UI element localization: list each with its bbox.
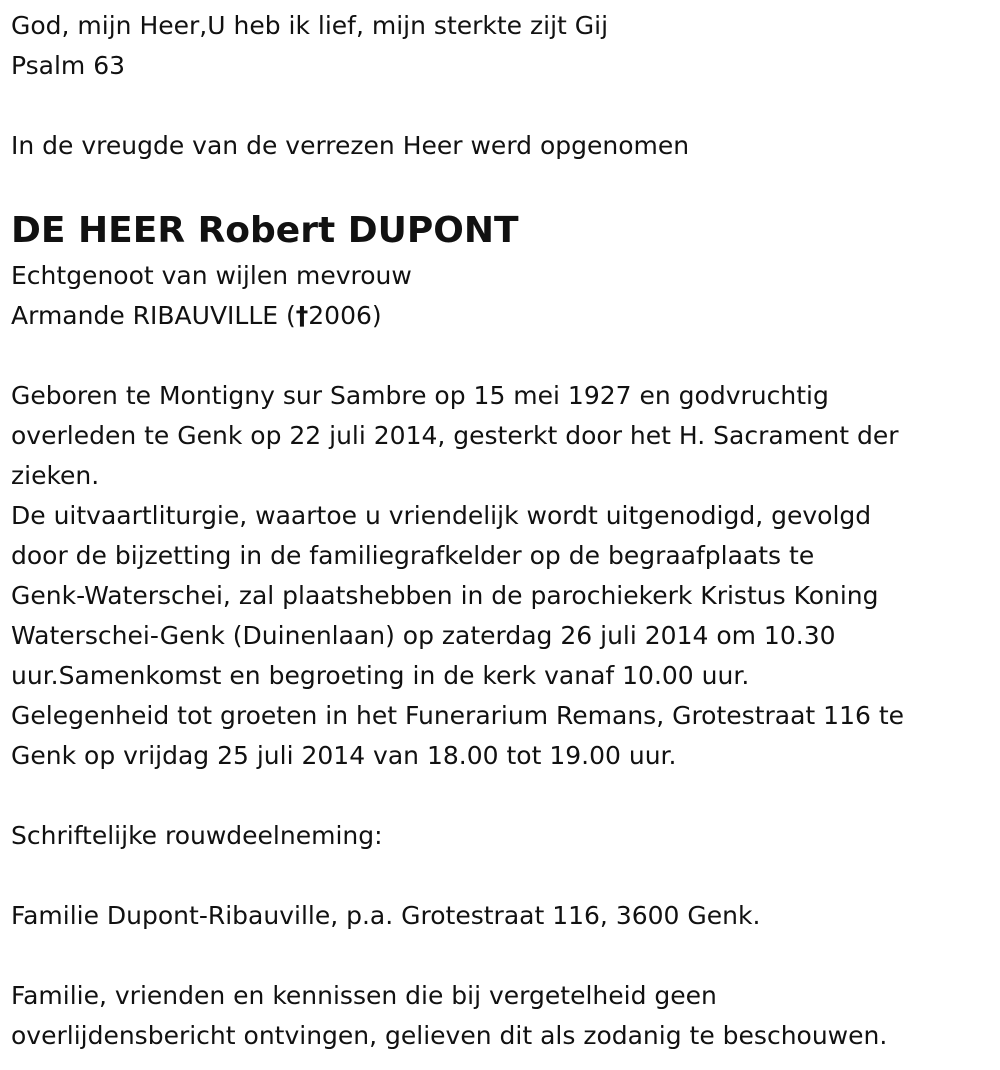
body-line: De uitvaartliturgie, waartoe u vriendelijk wordt uitgenodigd, gevolgd [11, 501, 872, 530]
spouse-name: Armande RIBAUVILLE ( [11, 301, 296, 330]
family-address: Familie Dupont-Ribauville, p.a. Grotestraat 116, 3600 Genk. [11, 901, 761, 930]
spacer [11, 776, 989, 816]
closing-line: Familie, vrienden en kennissen die bij vergetelheid geen [11, 981, 717, 1010]
spacer [11, 856, 989, 896]
body-line: door de bijzetting in de familiegrafkelder op de begraafplaats te [11, 541, 815, 570]
body-line: Genk-Waterschei, zal plaatshebben in de parochiekerk Kristus Koning [11, 581, 879, 610]
spacer [11, 166, 989, 206]
closing-line: overlijdensbericht ontvingen, gelieven dit als zodanig te beschouwen. [11, 1021, 888, 1050]
body-line: uur.Samenkomst en begroeting in de kerk vanaf 10.00 uur. [11, 661, 750, 690]
body-line: overleden te Genk op 22 juli 2014, gesterkt door het H. Sacrament der [11, 421, 899, 450]
epigraph-source: Psalm 63 [11, 51, 126, 80]
intro-text: In de vreugde van de verrezen Heer werd opgenomen [11, 131, 690, 160]
spouse-line-1: Echtgenoot van wijlen mevrouw [11, 261, 412, 290]
spouse-death-year: 2006) [308, 301, 382, 330]
epigraph-quote: God, mijn Heer,U heb ik lief, mijn sterkte zijt Gij [11, 11, 609, 40]
body-line: Gelegenheid tot groeten in het Funerarium Remans, Grotestraat 116 te [11, 701, 905, 730]
cross-icon: † [295, 301, 309, 330]
spacer [11, 336, 989, 376]
spacer [11, 86, 989, 126]
spacer [11, 936, 989, 976]
body-line: Geboren te Montigny sur Sambre op 15 mei 1927 en godvruchtig [11, 381, 829, 410]
deceased-name: DE HEER Robert DUPONT [11, 210, 519, 251]
body-line: Waterschei-Genk (Duinenlaan) op zaterdag 26 juli 2014 om 10.30 [11, 621, 836, 650]
body-line: Genk op vrijdag 25 juli 2014 van 18.00 tot 19.00 uur. [11, 741, 677, 770]
spouse-line-2 [11, 296, 989, 336]
body-line: zieken. [11, 461, 100, 490]
condolence-heading: Schriftelijke rouwdeelneming: [11, 821, 383, 850]
